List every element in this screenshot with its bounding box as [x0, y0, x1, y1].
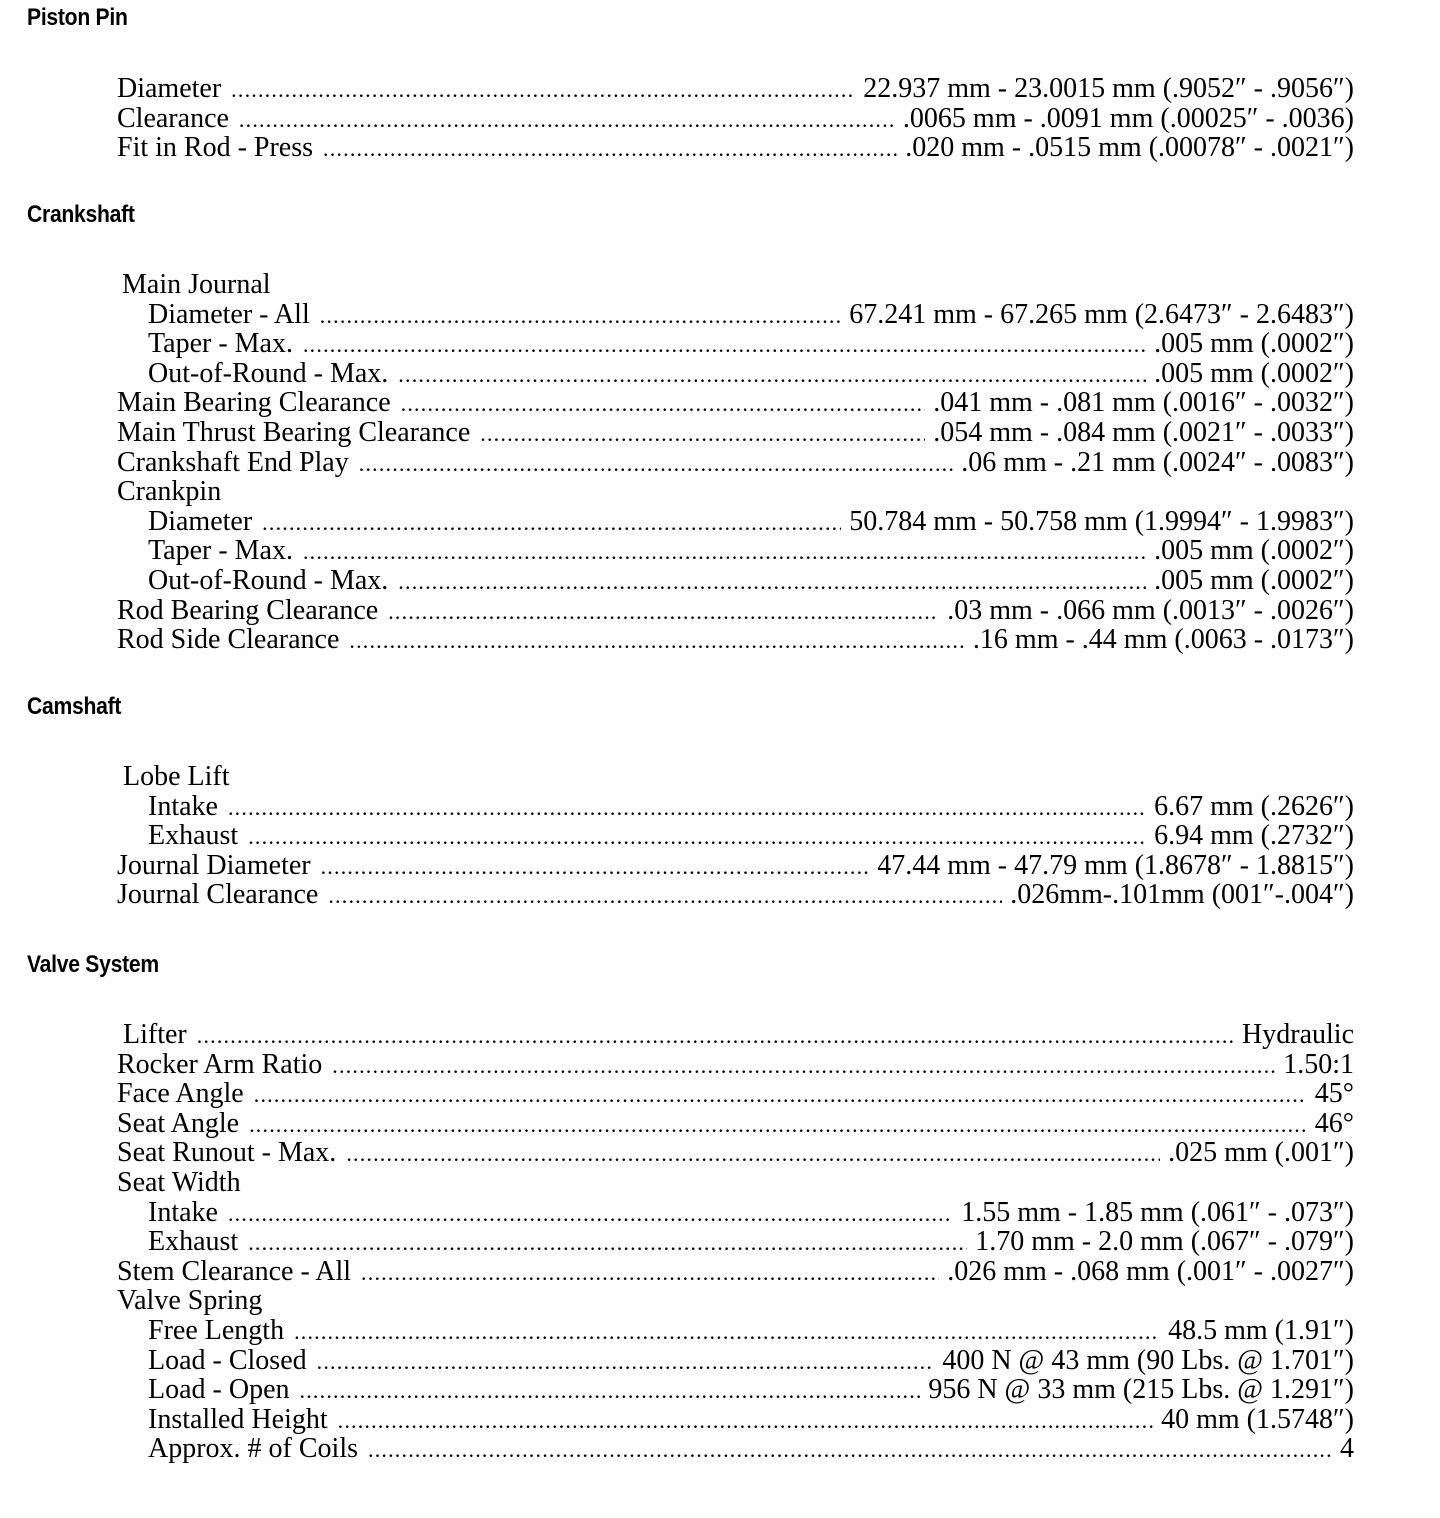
spec-value: 4: [1340, 1433, 1354, 1465]
spec-row: [117, 1198, 1354, 1228]
spec-row: [117, 300, 1354, 330]
spec-label: Taper - Max.: [148, 535, 293, 567]
spec-value: .005 mm (.0002″): [1154, 328, 1354, 360]
leader-dots: [359, 449, 954, 479]
leader-dots: [228, 793, 1146, 823]
spec-row: [117, 1020, 1354, 1050]
spec-label: Rod Side Clearance: [117, 624, 340, 656]
leader-dots: [300, 1376, 921, 1406]
leader-dots: [303, 330, 1146, 360]
spec-value: .0065 mm - .0091 mm (.00025″ - .0036): [902, 102, 1354, 134]
leader-dots: [249, 1110, 1307, 1140]
spec-value: .03 mm - .066 mm (.0013″ - .0026″): [947, 594, 1354, 626]
spec-value: Hydraulic: [1242, 1019, 1354, 1050]
spec-value: 40 mm (1.5748″): [1161, 1403, 1354, 1435]
spec-label: Crankshaft End Play: [117, 446, 349, 478]
leader-dots: [228, 1199, 953, 1229]
spec-label: Free Length: [148, 1314, 285, 1346]
section-title-valve-system: Valve System: [27, 951, 159, 978]
leader-dots: [480, 419, 925, 449]
spec-list-valve-system: [117, 1020, 1354, 1464]
spec-row: [117, 536, 1354, 566]
leader-dots: [361, 1258, 939, 1288]
spec-value: .005 mm (.0002″): [1154, 564, 1354, 596]
spec-label: Intake: [148, 1196, 218, 1228]
spec-value: 47.44 mm - 47.79 mm (1.8678″ - 1.8815″): [877, 849, 1354, 881]
spec-value: 67.241 mm - 67.265 mm (2.6473″ - 2.6483″): [849, 298, 1354, 330]
spec-label: Diameter: [117, 73, 222, 104]
spec-value: .005 mm (.0002″): [1154, 535, 1354, 567]
spec-label: Seat Width: [117, 1166, 241, 1198]
spec-value: 1.70 mm - 2.0 mm (.067″ - .079″): [975, 1226, 1354, 1258]
spec-value: 45°: [1314, 1078, 1354, 1110]
spec-label: Face Angle: [117, 1078, 244, 1110]
spec-subheading: [117, 270, 1354, 300]
spec-subheading: [117, 1168, 1354, 1198]
spec-label: Installed Height: [148, 1403, 328, 1435]
spec-label: Load - Closed: [148, 1344, 307, 1376]
spec-row: [117, 1346, 1354, 1376]
leader-dots: [388, 597, 939, 627]
spec-row: [117, 1050, 1354, 1080]
spec-value: .16 mm - .44 mm (.0063 - .0173″): [972, 624, 1354, 656]
spec-value: .020 mm - .0515 mm (.00078″ - .0021″): [905, 132, 1354, 164]
leader-dots: [338, 1406, 1154, 1436]
spec-label: Journal Clearance: [117, 879, 319, 911]
spec-row: [117, 880, 1354, 910]
spec-row: [117, 448, 1354, 478]
spec-subheading: [117, 1286, 1354, 1316]
spec-row: [117, 792, 1354, 822]
leader-dots: [317, 1347, 935, 1377]
spec-value: 50.784 mm - 50.758 mm (1.9994″ - 1.9983″): [849, 505, 1354, 537]
spec-label: Exhaust: [148, 1226, 239, 1258]
spec-row: [117, 1227, 1354, 1257]
spec-row: [117, 329, 1354, 359]
spec-label: Diameter: [148, 505, 253, 537]
spec-label: Main Journal: [122, 269, 271, 300]
leader-dots: [320, 301, 842, 331]
spec-row: [117, 1079, 1354, 1109]
spec-value: .026 mm - .068 mm (.001″ - .0027″): [947, 1255, 1354, 1287]
spec-list-camshaft: [117, 762, 1354, 910]
leader-dots: [197, 1021, 1234, 1051]
leader-dots: [401, 389, 926, 419]
spec-value: 1.55 mm - 1.85 mm (.061″ - .073″): [961, 1196, 1354, 1228]
leader-dots: [239, 105, 895, 135]
leader-dots: [368, 1435, 1332, 1465]
leader-dots: [323, 134, 897, 164]
spec-row: [117, 851, 1354, 881]
spec-row: [117, 1257, 1354, 1287]
leader-dots: [398, 360, 1146, 390]
spec-label: Taper - Max.: [148, 328, 293, 360]
spec-value: 956 N @ 33 mm (215 Lbs. @ 1.291″): [928, 1374, 1354, 1406]
leader-dots: [231, 75, 855, 105]
spec-row: [117, 1375, 1354, 1405]
spec-label: Lifter: [123, 1019, 187, 1050]
spec-row: [117, 566, 1354, 596]
spec-label: Journal Diameter: [117, 849, 311, 881]
spec-label: Seat Runout - Max.: [117, 1137, 337, 1169]
leader-dots: [346, 1139, 1160, 1169]
leader-dots: [254, 1080, 1307, 1110]
spec-row: [117, 1434, 1354, 1464]
spec-row: [117, 821, 1354, 851]
spec-label: Intake: [148, 790, 218, 822]
spec-value: 1.50:1: [1283, 1048, 1354, 1080]
leader-dots: [248, 822, 1146, 852]
spec-list-crankshaft: [117, 270, 1354, 655]
spec-value: 6.94 mm (.2732″): [1154, 820, 1354, 852]
spec-row: [117, 507, 1354, 537]
section-title-piston-pin: Piston Pin: [27, 4, 128, 31]
spec-row: [117, 1109, 1354, 1139]
spec-row: [117, 625, 1354, 655]
spec-value: 48.5 mm (1.91″): [1168, 1314, 1354, 1346]
spec-row: [117, 1138, 1354, 1168]
spec-row: [117, 359, 1354, 389]
leader-dots: [328, 881, 1002, 911]
leader-dots: [303, 537, 1146, 567]
spec-label: Clearance: [117, 102, 229, 134]
spec-label: Approx. # of Coils: [148, 1433, 358, 1465]
spec-row: [117, 133, 1354, 163]
spec-value: .005 mm (.0002″): [1154, 357, 1354, 389]
spec-value: .06 mm - .21 mm (.0024″ - .0083″): [961, 446, 1354, 478]
spec-value: .054 mm - .084 mm (.0021″ - .0033″): [933, 416, 1354, 448]
spec-row: [117, 1316, 1354, 1346]
spec-value: .041 mm - .081 mm (.0016″ - .0032″): [933, 387, 1354, 419]
spec-label: Seat Angle: [117, 1107, 240, 1139]
spec-label: Rod Bearing Clearance: [117, 594, 379, 626]
leader-dots: [262, 508, 841, 538]
spec-row: [117, 1405, 1354, 1435]
section-title-camshaft: Camshaft: [27, 693, 122, 720]
spec-label: Exhaust: [148, 820, 239, 852]
spec-subheading: [117, 477, 1354, 507]
spec-label: Stem Clearance - All: [117, 1255, 352, 1287]
leader-dots: [398, 567, 1146, 597]
leader-dots: [321, 852, 870, 882]
spec-value: 6.67 mm (.2626″): [1154, 790, 1354, 822]
spec-value: 400 N @ 43 mm (90 Lbs. @ 1.701″): [942, 1344, 1354, 1376]
leader-dots: [294, 1317, 1160, 1347]
spec-subheading: [117, 762, 1354, 792]
spec-row: [117, 596, 1354, 626]
spec-value: .025 mm (.001″): [1168, 1137, 1354, 1169]
spec-label: Fit in Rod - Press: [117, 132, 314, 164]
spec-label: Out-of-Round - Max.: [148, 357, 389, 389]
spec-label: Lobe Lift: [123, 761, 230, 792]
spec-label: Crankpin: [117, 476, 222, 508]
spec-row: [117, 388, 1354, 418]
spec-value: .026mm-.101mm (001″-.004″): [1010, 879, 1354, 911]
spec-label: Main Thrust Bearing Clearance: [117, 416, 471, 448]
spec-list-piston-pin: [117, 74, 1354, 163]
spec-label: Main Bearing Clearance: [117, 387, 391, 419]
spec-label: Diameter - All: [148, 298, 310, 330]
section-title-crankshaft: Crankshaft: [27, 201, 135, 228]
spec-value: 22.937 mm - 23.0015 mm (.9052″ - .9056″): [863, 73, 1354, 104]
spec-row: [117, 74, 1354, 104]
leader-dots: [349, 626, 965, 656]
leader-dots: [248, 1228, 967, 1258]
spec-label: Load - Open: [148, 1374, 290, 1406]
leader-dots: [332, 1051, 1275, 1081]
spec-label: Out-of-Round - Max.: [148, 564, 389, 596]
spec-value: 46°: [1314, 1107, 1354, 1139]
spec-label: Rocker Arm Ratio: [117, 1048, 323, 1080]
spec-row: [117, 418, 1354, 448]
spec-row: [117, 104, 1354, 134]
spec-label: Valve Spring: [117, 1285, 263, 1317]
